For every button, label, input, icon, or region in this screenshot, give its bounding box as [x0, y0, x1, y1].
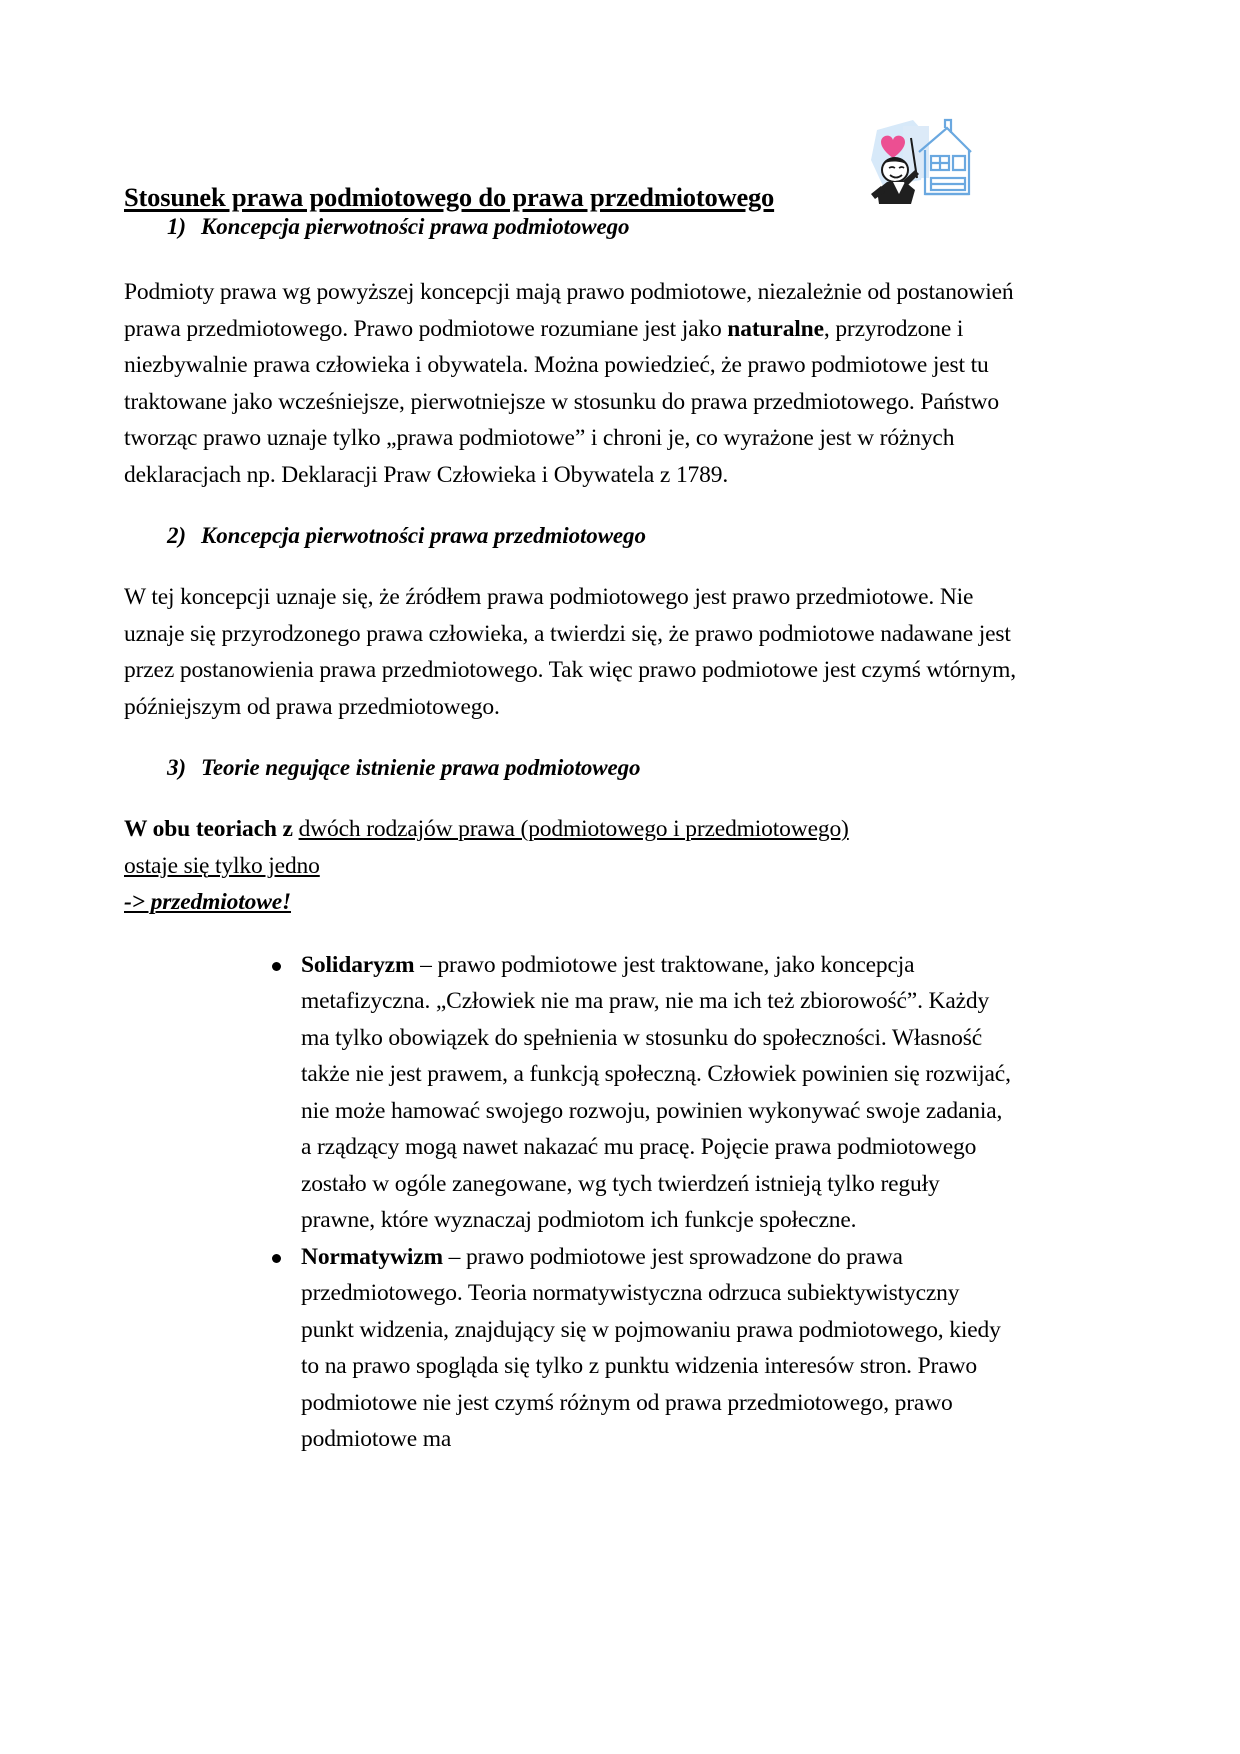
- section-title-2: Koncepcja pierwotności prawa przedmiotowego: [201, 523, 646, 548]
- theory-list: [124, 947, 1016, 1458]
- section-title-1: Koncepcja pierwotności prawa podmiotowego: [201, 214, 630, 239]
- paragraph-2: W tej koncepcji uznaje się, że źródłem prawa podmiotowego jest prawo przedmiotowe. Nie uznaje się przyrodzonego prawa człowieka, a twierdzi się, że prawo podmiotowe nadawane jest przez postanowienia prawa przedmiotowego. Tak więc prawo podmiotowe jest czymś wtórnym, późniejszym od prawa przedmiotowego.: [124, 584, 1016, 720]
- section-heading-3: [124, 755, 1016, 781]
- section-number-1: 1): [167, 214, 186, 239]
- emphasis-underlined-2: ostaje się tylko jedno: [124, 852, 320, 879]
- paragraph-1-bold-term: naturalne: [727, 315, 824, 342]
- bullet-term-normatywizm: Normatywizm: [301, 1243, 443, 1270]
- list-item: [264, 1239, 1016, 1458]
- emphasis-underlined-1: dwóch rodzajów prawa (podmiotowego i przedmiotowego): [298, 816, 849, 842]
- section-number-2: 2): [167, 523, 186, 548]
- bullet-term-solidaryzm: Solidaryzm: [301, 951, 415, 978]
- bullet-dash-0: –: [414, 951, 438, 978]
- list-item: [264, 947, 1016, 1239]
- section-title-3: Teorie negujące istnienie prawa podmiotowego: [201, 755, 641, 780]
- emphasis-conclusion: -> przedmiotowe!: [124, 889, 291, 915]
- emphasis-block: [124, 811, 1016, 921]
- bullet-text-normatywizm: prawo podmiotowe jest sprowadzone do prawa przedmiotowego. Teoria normatywistyczna odrzuca subiektywistyczny punkt widzenia, znajdujący się w pojmowaniu prawa podmiotowego, kiedy to na prawo spogląda się tylko z punktu widzenia interesów stron. Prawo podmiotowe nie jest czymś różnym od prawa przedmiotowego, prawo podmiotowe ma: [301, 1243, 1001, 1452]
- section-heading-2: [124, 523, 1016, 549]
- bullet-text-solidaryzm: prawo podmiotowe jest traktowane, jako koncepcja metafizyczna. „Człowiek nie ma praw, nie ma ich też zbiorowość”. Każdy ma tylko obowiązek do spełnienia w stosunku do społeczności. Własność także nie jest prawem, a funkcją społeczną. Człowiek powinien się rozwijać, nie może hamować swojego rozwoju, powinien wykonywać swoje zadania, a rządzący mogą nawet nakazać mu pracę. Pojęcie prawa podmiotowego zostało w ogóle zanegowane, wg tych twierdzeń istnieją tylko reguły prawne, które wyznaczaj podmiotom ich funkcje społeczne.: [301, 951, 1011, 1233]
- man-with-umbrella-heart-house-icon: [859, 108, 975, 204]
- title-row: [124, 108, 1016, 212]
- bullet-dash-1: –: [442, 1243, 466, 1270]
- paragraph-1: [124, 274, 1016, 493]
- document-content: [124, 108, 1016, 1458]
- page-title: Stosunek prawa podmiotowego do prawa przedmiotowego: [124, 181, 775, 212]
- section-number-3: 3): [167, 755, 186, 780]
- paragraph-1-lead: Podmioty prawa wg powyższej koncepcji mają prawo podmiotowe, niezależnie od postanowień prawa przedmiotowego. Prawo podmiotowe rozumiane jest jako: [124, 279, 1014, 342]
- emphasis-lead: W obu teoriach z: [124, 816, 299, 842]
- paragraph-1-rest: , przyrodzone i niezbywalnie prawa człowieka i obywatela. Można powiedzieć, że prawo podmiotowe jest tu traktowane jako wcześniejsze, pierwotniejsze w stosunku do prawa przedmiotowego. Państwo tworząc prawo uznaje tylko „prawa podmiotowe” i chroni je, co wyrażone jest w różnych deklaracjach np. Deklaracji Praw Człowieka i Obywatela z 1789.: [124, 315, 999, 488]
- section-heading-1: [124, 214, 1016, 240]
